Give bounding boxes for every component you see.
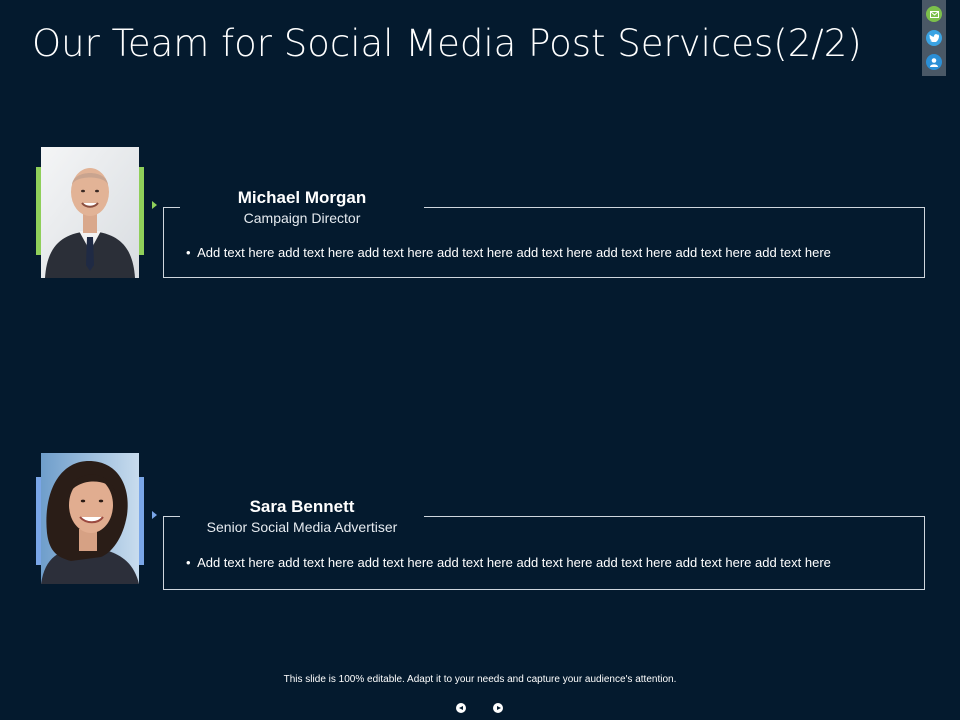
member-header: [180, 187, 424, 233]
footer-note: This slide is 100% editable. Adapt it to your needs and capture your audience's attention.: [283, 674, 677, 685]
member-description: • Add text here add text here add text here add text here add text here add text here add text here add text here: [186, 555, 831, 570]
member-role: Senior Social Media Advertiser: [206, 519, 398, 535]
woman-portrait-icon: [41, 453, 139, 584]
member-header: [180, 496, 424, 542]
user-icon[interactable]: [926, 54, 942, 70]
previous-slide-icon[interactable]: [456, 703, 466, 713]
slide-title: Our Team for Social Media Post Services(2/2): [32, 22, 862, 65]
twitter-icon[interactable]: [926, 30, 942, 46]
bullet-icon: •: [186, 555, 198, 570]
next-slide-icon[interactable]: [493, 703, 503, 713]
member-name: Michael Morgan: [237, 188, 367, 207]
bullet-icon: •: [186, 245, 198, 260]
bullet-marker-icon: [152, 201, 157, 209]
bullet-marker-icon: [152, 511, 157, 519]
message-icon[interactable]: [926, 6, 942, 22]
man-portrait-icon: [41, 147, 139, 278]
member-description: • Add text here add text here add text here add text here add text here add text here add text here add text here: [186, 245, 831, 260]
social-share-bar: [922, 0, 946, 76]
member-role: Campaign Director: [243, 210, 361, 226]
member-name: Sara Bennett: [249, 497, 355, 516]
